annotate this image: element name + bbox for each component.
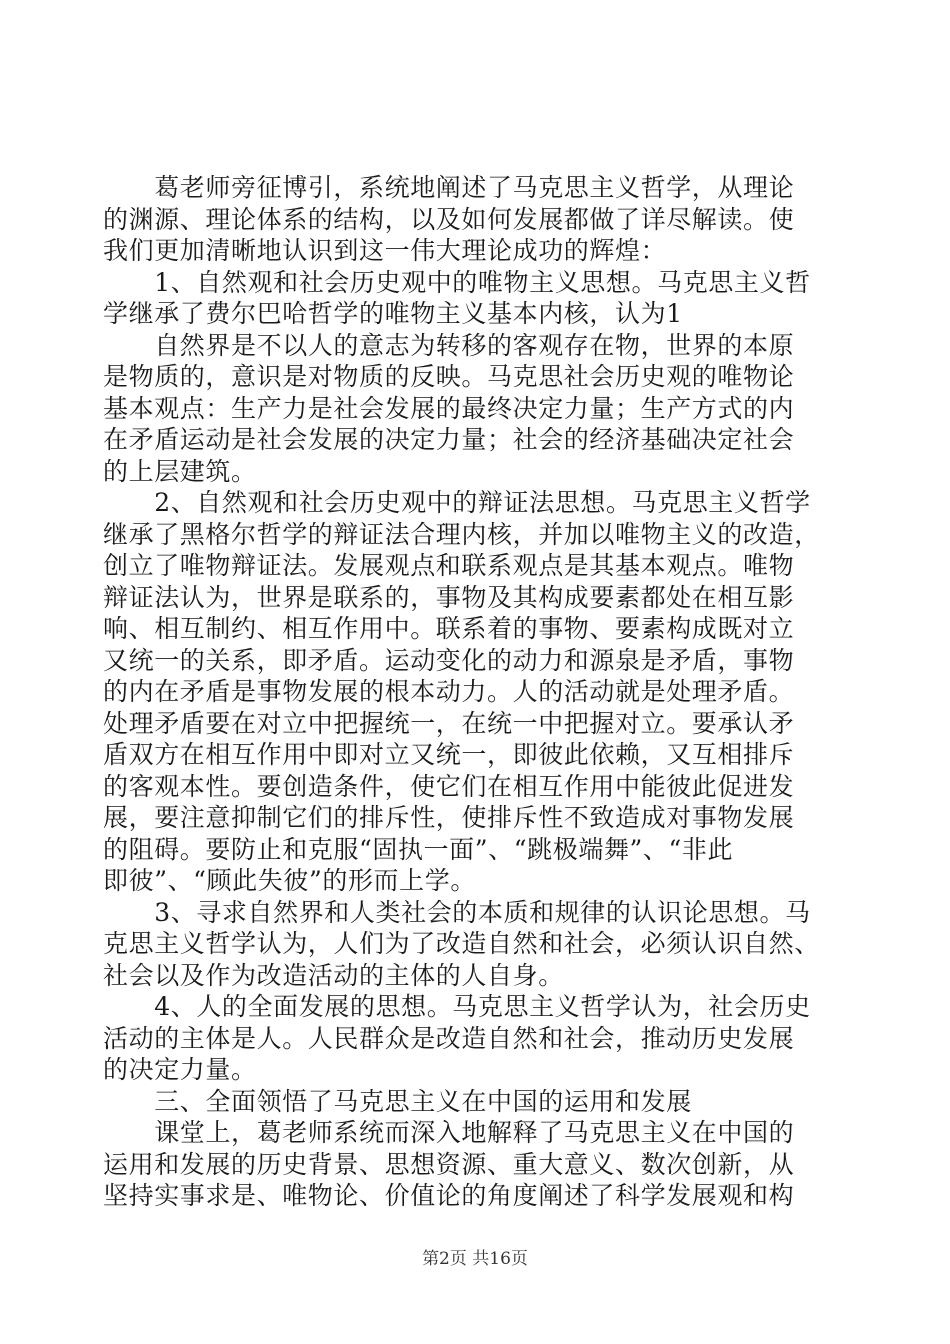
text-line: 辩证法认为，世界是联系的，事物及其构成要素都处在相互影 (103, 582, 795, 612)
text-line: 的阻碍。要防止和克服“固执一面”、“跳极端舞”、“非此 (103, 834, 734, 864)
text-line: 的内在矛盾是事物发展的根本动力。人的活动就是处理矛盾。 (103, 677, 795, 706)
text-line: 基本观点：生产力是社会发展的最终决定力量；生产方式的内 (103, 393, 795, 423)
text-line: 1、自然观和社会历史观中的唯物主义思想。马克思主义哲 (103, 267, 811, 297)
text-line: 坚持实事求是、唯物论、价值论的角度阐述了科学发展观和构 (103, 1181, 795, 1210)
text-line: 在矛盾运动是社会发展的决定力量；社会的经济基础决定社会 (103, 425, 795, 454)
page-number-footer: 第2页 共16页 (422, 1249, 528, 1269)
text-line: 的客观本性。要创造条件，使它们在相互作用中能彼此促进发 (103, 771, 795, 801)
text-line: 三、全面领悟了马克思主义在中国的运用和发展 (103, 1086, 692, 1116)
text-line: 又统一的关系，即矛盾。运动变化的动力和源泉是矛盾，事物 (103, 645, 795, 675)
text-line: 是物质的，意识是对物质的反映。马克思社会历史观的唯物论 (103, 362, 795, 391)
text-line: 我们更加清晰地认识到这一伟大理论成功的辉煌： (103, 236, 667, 265)
text-line: 葛老师旁征博引，系统地阐述了马克思主义哲学，从理论 (103, 173, 795, 202)
text-line: 的渊源、理论体系的结构，以及如何发展都做了详尽解读。使 (103, 204, 795, 234)
text-line: 即彼”、“顾此失彼”的形而上学。 (103, 866, 476, 895)
text-line: 学继承了费尔巴哈哲学的唯物主义基本内核，认为1 (103, 299, 683, 328)
text-line: 继承了黑格尔哲学的辩证法合理内核，并加以唯物主义的改造， (103, 519, 820, 549)
text-line: 2、自然观和社会历史观中的辩证法思想。马克思主义哲学 (103, 488, 811, 517)
text-line: 3、寻求自然界和人类社会的本质和规律的认识论思想。马 (103, 897, 811, 927)
text-line: 4、人的全面发展的思想。马克思主义哲学认为，社会历史 (103, 992, 811, 1021)
text-line: 盾双方在相互作用中即对立又统一，即彼此依赖，又互相排斥 (103, 740, 795, 769)
text-line: 创立了唯物辩证法。发展观点和联系观点是其基本观点。唯物 (103, 551, 795, 580)
text-line: 的上层建筑。 (103, 456, 257, 486)
text-line: 课堂上，葛老师系统而深入地解释了马克思主义在中国的 (103, 1118, 795, 1147)
text-line: 展，要注意抑制它们的排斥性，使排斥性不致造成对事物发展 (103, 803, 795, 832)
text-line: 克思主义哲学认为，人们为了改造自然和社会，必须认识自然、 (103, 929, 820, 958)
text-line: 运用和发展的历史背景、思想资源、重大意义、数次创新，从 (103, 1149, 795, 1179)
text-line: 处理矛盾要在对立中把握统一，在统一中把握对立。要承认矛 (103, 708, 795, 738)
text-line: 活动的主体是人。人民群众是改造自然和社会，推动历史发展 (103, 1023, 795, 1053)
text-line: 响、相互制约、相互作用中。联系着的事物、要素构成既对立 (103, 614, 795, 643)
text-line: 自然界是不以人的意志为转移的客观存在物，世界的本原 (103, 330, 795, 360)
text-line: 的决定力量。 (103, 1055, 257, 1084)
body-text (103, 172, 843, 1212)
text-line: 社会以及作为改造活动的主体的人自身。 (103, 960, 564, 990)
